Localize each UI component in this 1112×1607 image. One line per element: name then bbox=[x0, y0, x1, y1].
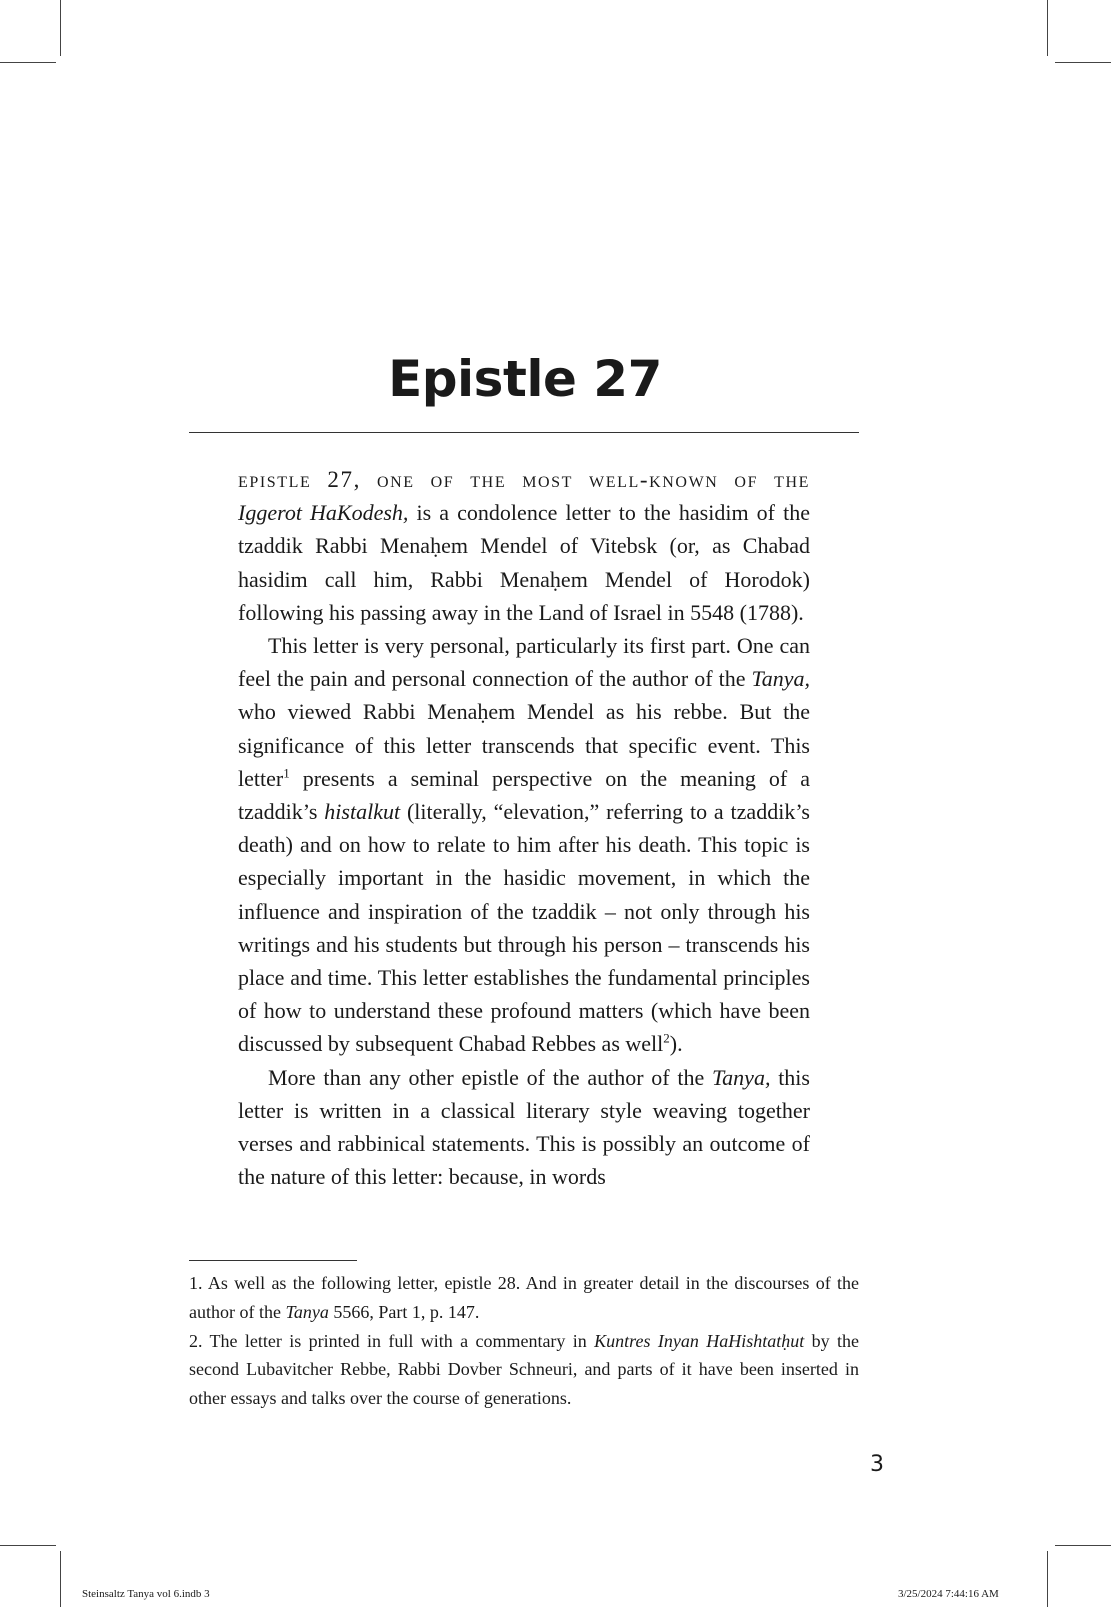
crop-mark bbox=[0, 62, 56, 63]
body-text bbox=[238, 463, 810, 1193]
text-run: this letter is written in a classical literary style weaving together verses and rabbinical statements. This is possibly an outcome of the nature of this letter: because, in words bbox=[238, 1064, 810, 1190]
crop-mark bbox=[1047, 0, 1048, 56]
paragraph-1 bbox=[238, 463, 810, 629]
footnotes bbox=[189, 1269, 859, 1413]
slug-file-info: Steinsaltz Tanya vol 6.indb 3 bbox=[82, 1588, 210, 1600]
paragraph-3 bbox=[238, 1061, 810, 1194]
text-run: 1. As well as the following letter, epistle 28. And in greater detail in the discourses of the author of the bbox=[189, 1273, 859, 1322]
crop-mark bbox=[60, 1551, 61, 1607]
page-number: 3 bbox=[870, 1452, 884, 1477]
text-run: More than any other epistle of the author of the bbox=[268, 1064, 712, 1090]
italic-title: Kuntres Inyan HaHishtatḥut bbox=[594, 1330, 805, 1351]
italic-title: Tanya, bbox=[711, 1064, 771, 1090]
footnote-2 bbox=[189, 1327, 859, 1413]
text-run: by the second Lubavitcher Rebbe, Rabbi Dovber Schneuri, and parts of it have been inserted in other essays and talks over the course of generations. bbox=[189, 1330, 859, 1409]
footnote-ref[interactable]: 1 bbox=[283, 765, 290, 781]
crop-mark bbox=[0, 1545, 56, 1546]
italic-title: Iggerot HaKodesh, bbox=[238, 500, 409, 526]
crop-mark bbox=[60, 0, 61, 56]
text-run: who viewed Rabbi Menaḥem Mendel as his rebbe. But the significance of this letter transcends that specific event. This letter bbox=[238, 699, 810, 791]
footnote-1 bbox=[189, 1269, 859, 1327]
text-run: is a condolence letter to the hasidim of the tzaddik Rabbi Menaḥem Mendel of Vitebsk (or, as Chabad hasidim call him, Rabbi Menaḥem Mendel of Horodok) following his passing away in the Land of Israel in 5548 (1788). bbox=[238, 500, 810, 625]
text-run: 5566, Part 1, p. 147. bbox=[328, 1301, 480, 1322]
text-run: (literally, “elevation,” referring to a tzaddik’s death) and on how to relate to him after his death. This topic is especially important in the hasidic movement, in which the influence and inspiration of the tzaddik – not only through his writings and his students but through his person – transcends his place and time. This letter establishes the fundamental principles of how to understand these profound matters (which have been discussed by subsequent Chabad Rebbes as well bbox=[238, 799, 810, 1057]
crop-mark bbox=[1055, 62, 1111, 63]
lead-in: epistle 27, one of the most well-known of the bbox=[238, 467, 810, 492]
text-run: This letter is very personal, particularly its first part. One can feel the pain and personal connection of the author of the bbox=[238, 633, 810, 692]
crop-mark bbox=[1047, 1551, 1048, 1607]
italic-title: Tanya bbox=[285, 1301, 329, 1322]
text-run: presents a seminal perspective on the meaning of a tzaddik’s bbox=[238, 765, 810, 825]
slug-timestamp: 3/25/2024 7:44:16 AM bbox=[898, 1588, 999, 1600]
crop-mark bbox=[1055, 1545, 1111, 1546]
footnote-divider bbox=[189, 1260, 357, 1261]
page-title: Epistle 27 bbox=[388, 350, 662, 408]
text-run: 2. The letter is printed in full with a commentary in bbox=[189, 1330, 595, 1351]
italic-title: Tanya, bbox=[751, 666, 810, 692]
title-divider bbox=[189, 432, 859, 433]
footnote-ref[interactable]: 2 bbox=[663, 1031, 670, 1047]
paragraph-2 bbox=[238, 629, 810, 1061]
italic-term: histalkut bbox=[324, 799, 401, 825]
text-run: ). bbox=[669, 1031, 683, 1057]
